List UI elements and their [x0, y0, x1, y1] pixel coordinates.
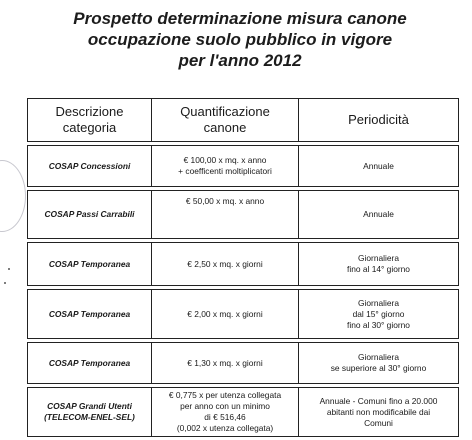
table-row — [28, 191, 459, 239]
amount-cell: € 2,00 x mq. x giorni — [152, 290, 299, 339]
period-cell: Annuale - Comuni fino a 20.000 abitanti non modificabile dai Comuni — [299, 388, 459, 437]
category-cell: COSAP Passi Carrabili — [28, 191, 152, 239]
table-row — [28, 243, 459, 286]
margin-mark — [4, 282, 6, 284]
amount-cell: € 100,00 x mq. x anno + coefficenti moltiplicatori — [152, 146, 299, 187]
period-cell: Giornaliera se superiore al 30° giorno — [299, 343, 459, 384]
amount-cell: € 0,775 x per utenza collegata per anno con un minimo di € 516,46 (0,002 x utenza collegata) — [152, 388, 299, 437]
category-cell: COSAP Temporanea — [28, 343, 152, 384]
title-line: per l'anno 2012 — [178, 51, 302, 70]
amount-cell: € 2,50 x mq. x giorni — [152, 243, 299, 286]
period-cell: Giornaliera dal 15° giorno fino al 30° giorno — [299, 290, 459, 339]
period-cell: Annuale — [299, 146, 459, 187]
table-row — [28, 388, 459, 437]
fee-table — [27, 98, 459, 437]
table-row — [28, 290, 459, 339]
official-stamp — [0, 160, 26, 232]
document-title — [40, 8, 440, 71]
category-cell: COSAP Concessioni — [28, 146, 152, 187]
header-description: Descrizione categoria — [28, 99, 152, 142]
table-header-row — [28, 99, 459, 142]
title-line: occupazione suolo pubblico in vigore — [87, 30, 393, 49]
category-cell: COSAP Grandi Utenti (TELECOM-ENEL-SEL) — [28, 388, 152, 437]
period-cell: Giornaliera fino al 14° giorno — [299, 243, 459, 286]
period-cell: Annuale — [299, 191, 459, 239]
header-quantification: Quantificazione canone — [152, 99, 299, 142]
table-row — [28, 146, 459, 187]
title-line: Prospetto determinazione misura canone — [73, 9, 407, 28]
margin-mark — [8, 268, 10, 270]
category-cell: COSAP Temporanea — [28, 290, 152, 339]
table-row — [28, 343, 459, 384]
category-cell: COSAP Temporanea — [28, 243, 152, 286]
amount-cell: € 50,00 x mq. x anno — [152, 191, 299, 239]
amount-cell: € 1,30 x mq. x giorni — [152, 343, 299, 384]
header-periodicity: Periodicità — [299, 99, 459, 142]
